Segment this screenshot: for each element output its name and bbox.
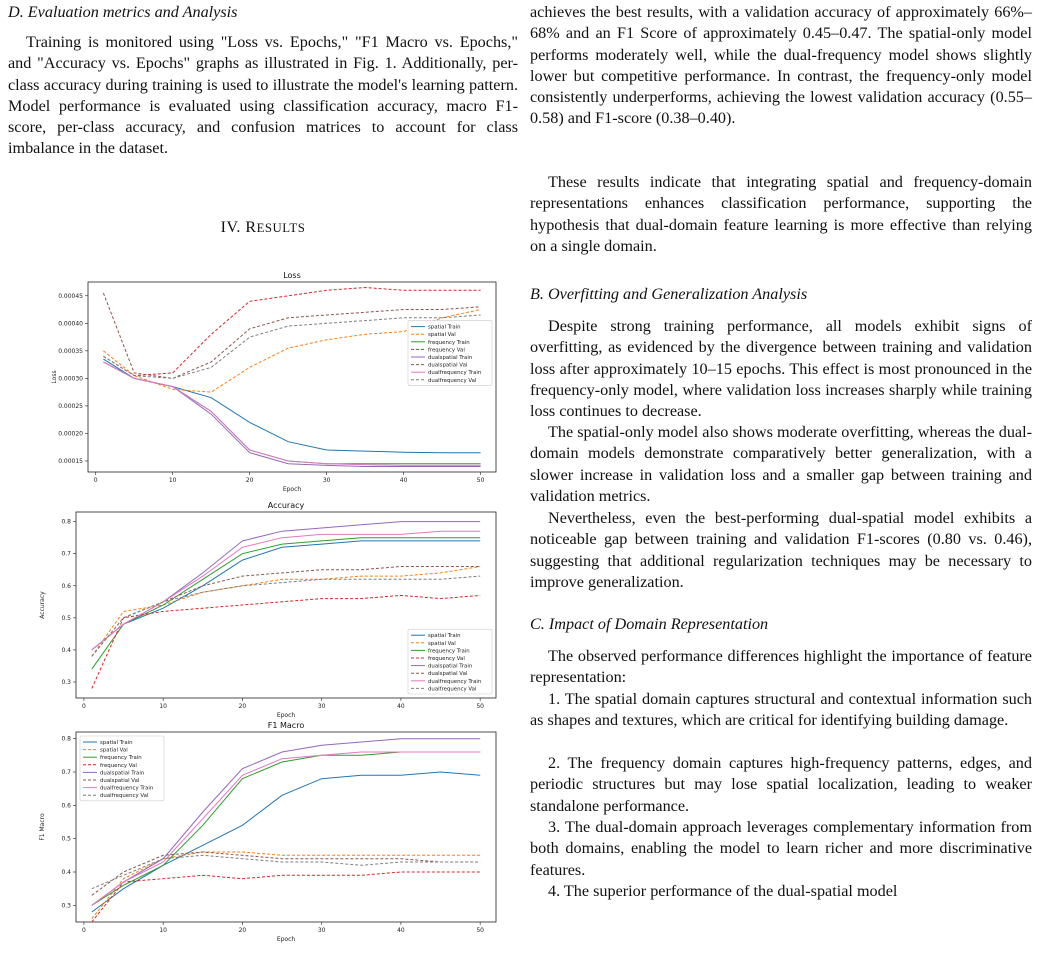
legend-entry: dualfrequency Val xyxy=(428,377,477,384)
section-b-heading: B. Overfitting and Generalization Analysis xyxy=(530,285,808,303)
legend-entry: dualfrequency Train xyxy=(100,785,154,792)
chart-title: Loss xyxy=(283,271,301,280)
legend-entry: spatial Train xyxy=(100,740,133,746)
x-tick-label: 0 xyxy=(82,927,86,934)
domain-point-1: 1. The spatial domain captures structural and contextual information such as shapes and textures, which are critical for identifying building damage. xyxy=(530,690,1032,730)
legend-entry: frequency Val xyxy=(428,347,465,354)
y-tick-label: 0.8 xyxy=(61,518,71,526)
gap-paragraph: Nevertheless, even the best-performing dual-spatial model exhibits a noticeable gap between training and validation F1-scores (0.80 vs. 0.46), suggesting that additional regularization techniques may be necessary to improve generalization. xyxy=(530,509,1032,591)
y-tick-label: 0.00015 xyxy=(58,457,83,465)
results-heading: IV. RESULTS xyxy=(220,219,306,236)
y-tick-label: 0.4 xyxy=(61,646,71,654)
x-tick-label: 10 xyxy=(159,703,167,710)
section-d-paragraph: Training is monitored using "Loss vs. Epochs," "F1 Macro vs. Epochs," and "Accuracy vs. Epochs" graphs as illustrated in Fig. 1. Additionally, per-class accuracy during training is used to illustrate the model's learning pattern. Model performance is evaluated using classification accuracy, macro F1-score, per-class accuracy, and confusion matrices to account for class imbalance in the dataset. xyxy=(8,33,518,158)
accuracy-chart xyxy=(30,498,520,726)
legend-entry: spatial Train xyxy=(428,324,461,331)
y-tick-label: 0.7 xyxy=(61,550,71,558)
y-tick-label: 0.00045 xyxy=(58,292,83,300)
legend-entry: spatial Train xyxy=(428,633,461,640)
chart-title: F1 Macro xyxy=(267,721,305,730)
legend-entry: frequency Train xyxy=(428,339,470,346)
y-tick-label: 0.3 xyxy=(61,902,71,910)
y-tick-label: 0.6 xyxy=(61,802,71,810)
legend-entry: frequency Val xyxy=(428,656,465,662)
x-axis-label: Epoch xyxy=(282,486,302,493)
y-tick-label: 0.00030 xyxy=(58,375,83,383)
legend-entry: dualspatial Val xyxy=(428,362,468,369)
legend-entry: dualspatial Train xyxy=(428,663,473,670)
legend-entry: spatial Val xyxy=(428,640,456,647)
chart-title: Accuracy xyxy=(267,501,305,510)
legend-entry: dualspatial Train xyxy=(100,770,145,777)
f1-macro-chart xyxy=(30,718,520,954)
legend-entry: dualfrequency Val xyxy=(100,793,149,800)
x-tick-label: 20 xyxy=(238,703,247,710)
y-tick-label: 0.00025 xyxy=(58,402,83,410)
y-tick-label: 0.5 xyxy=(61,614,71,622)
domain-point-2: 2. The frequency domain captures high-frequency patterns, edges, and periodic structures but may lose spatial localization, leading to weaker standalone performance. xyxy=(530,754,1032,815)
legend-entry: dualfrequency Train xyxy=(428,678,482,685)
results-paragraph: achieves the best results, with a validation accuracy of approximately 66%–68% and an F1 Score of approximately 0.45–0.47. The spatial-only model performs moderately well, while the dual-frequency model shows slightly lower but competitive performance. In contrast, the frequency-only model consistently underperforms, achieving the lowest validation accuracy (0.55–0.58) and F1-score (0.38–0.40). xyxy=(530,3,1032,128)
y-tick-label: 0.3 xyxy=(61,678,71,686)
y-axis-label: Accuracy xyxy=(39,591,46,619)
loss-chart xyxy=(30,268,520,500)
series-line-dualspatial-val xyxy=(92,852,480,895)
y-axis-label: F1 Macro xyxy=(39,813,46,841)
x-axis-label: Epoch xyxy=(276,936,296,943)
x-tick-label: 40 xyxy=(397,703,405,710)
section-d-heading: D. Evaluation metrics and Analysis xyxy=(8,3,238,21)
domain-point-4: 4. The superior performance of the dual-spatial model xyxy=(548,882,898,900)
overfitting-paragraph: Despite strong training performance, all models exhibit signs of overfitting, as evidenced by the divergence between training and validation loss after approximately 10–15 epochs. This effect is most pronounced in the frequency-only model, where validation loss increases sharply while training loss continues to decrease. xyxy=(530,317,1032,421)
series-line-frequency-val xyxy=(92,872,480,922)
legend-entry: spatial Val xyxy=(100,747,128,754)
x-tick-label: 20 xyxy=(245,477,254,484)
x-axis-label: Epoch xyxy=(276,712,296,719)
x-tick-label: 50 xyxy=(476,927,484,934)
x-tick-label: 50 xyxy=(476,703,484,710)
legend-entry: frequency Train xyxy=(100,755,142,762)
y-tick-label: 0.4 xyxy=(61,869,71,876)
domain-intro-paragraph: The observed performance differences highlight the importance of feature representation: xyxy=(530,647,1032,687)
x-tick-label: 10 xyxy=(159,927,167,934)
y-tick-label: 0.5 xyxy=(61,835,71,843)
chart-legend xyxy=(408,629,492,694)
y-tick-label: 0.8 xyxy=(61,735,71,743)
legend-entry: frequency Val xyxy=(100,762,137,769)
y-axis-label: Loss xyxy=(51,370,58,384)
x-tick-label: 10 xyxy=(168,477,177,484)
x-tick-label: 40 xyxy=(397,927,405,934)
legend-entry: dualfrequency Val xyxy=(428,686,477,693)
x-tick-label: 50 xyxy=(476,477,485,484)
legend-entry: dualspatial Val xyxy=(100,778,140,784)
summary-paragraph: These results indicate that integrating spatial and frequency-domain representations enhances classification performance, supporting the hypothesis that dual-domain feature learning is more effective than relying on a single domain. xyxy=(530,173,1032,255)
legend-entry: frequency Train xyxy=(428,648,470,655)
chart-legend xyxy=(80,736,164,801)
legend-entry: spatial Val xyxy=(428,332,456,339)
x-tick-label: 30 xyxy=(317,927,326,934)
chart-legend xyxy=(408,321,492,386)
y-tick-label: 0.00040 xyxy=(58,320,83,328)
x-tick-label: 20 xyxy=(238,927,247,934)
y-tick-label: 0.00035 xyxy=(58,347,83,355)
domain-point-3: 3. The dual-domain approach leverages complementary information from both domains, enabling the model to learn richer and more discriminative features. xyxy=(530,818,1032,879)
legend-entry: dualfrequency Train xyxy=(428,370,482,377)
legend-entry: dualspatial Train xyxy=(428,355,473,361)
legend-entry: dualspatial Val xyxy=(428,671,468,678)
x-tick-label: 30 xyxy=(322,477,331,484)
generalization-paragraph: The spatial-only model also shows moderate overfitting, whereas the dual-domain models demonstrate comparatively better generalization, with a slower increase in validation loss and a smaller gap between training and validation metrics. xyxy=(530,423,1032,505)
y-tick-label: 0.6 xyxy=(61,582,71,590)
x-tick-label: 0 xyxy=(82,703,86,710)
y-tick-label: 0.7 xyxy=(61,769,71,776)
section-c-heading: C. Impact of Domain Representation xyxy=(530,615,769,633)
x-tick-label: 30 xyxy=(317,703,326,710)
x-tick-label: 0 xyxy=(93,477,98,484)
x-tick-label: 40 xyxy=(399,477,408,484)
y-tick-label: 0.00020 xyxy=(58,430,83,438)
